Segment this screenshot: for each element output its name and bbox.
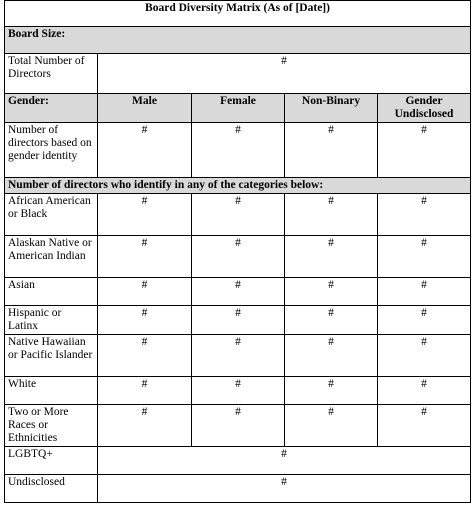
category-value-male: # [98,306,192,335]
column-header-male: Male [98,94,192,123]
category-value-female: # [192,236,285,278]
category-value-female: # [192,405,285,447]
category-value-non-binary: # [285,278,378,306]
board-size-section-label: Board Size: [5,27,471,54]
gender-header-row [5,94,471,123]
matrix-title: Board Diversity Matrix (As of [Date]) [5,1,471,27]
undisclosed-label: Undisclosed [5,475,98,503]
categories-section-row [5,178,471,194]
lgbtq-value: # [98,447,471,475]
category-row [5,405,471,447]
category-row [5,377,471,405]
category-label: Two or More Races or Ethnicities [5,405,98,447]
total-directors-label: Total Number of Directors [5,54,98,94]
category-value-male: # [98,377,192,405]
category-value-male: # [98,194,192,236]
category-label: White [5,377,98,405]
category-value-non-binary: # [285,306,378,335]
category-row [5,194,471,236]
gender-count-row [5,123,471,178]
category-label: Asian [5,278,98,306]
category-row [5,236,471,278]
gender-count-male: # [98,123,192,178]
gender-count-undisclosed: # [378,123,471,178]
board-size-section-row [5,27,471,54]
category-value-female: # [192,306,285,335]
categories-section-label: Number of directors who identify in any of the categories below: [5,178,471,194]
category-row [5,278,471,306]
category-value-female: # [192,377,285,405]
undisclosed-row [5,475,471,503]
category-value-undisclosed: # [378,194,471,236]
category-value-undisclosed: # [378,278,471,306]
category-value-male: # [98,236,192,278]
column-header-non-binary: Non-Binary [285,94,378,123]
lgbtq-row [5,447,471,475]
category-value-male: # [98,278,192,306]
board-diversity-matrix [4,0,471,503]
gender-count-female: # [192,123,285,178]
category-value-undisclosed: # [378,377,471,405]
category-label: Hispanic or Latinx [5,306,98,335]
category-value-non-binary: # [285,335,378,377]
category-label: African American or Black [5,194,98,236]
category-value-undisclosed: # [378,405,471,447]
column-header-female: Female [192,94,285,123]
gender-count-label: Number of directors based on gender identity [5,123,98,178]
gender-count-non-binary: # [285,123,378,178]
category-value-female: # [192,335,285,377]
total-directors-value: # [98,54,471,94]
category-row [5,306,471,335]
category-label: Native Hawaiian or Pacific Islander [5,335,98,377]
category-value-non-binary: # [285,194,378,236]
category-label: Alaskan Native or American Indian [5,236,98,278]
category-value-undisclosed: # [378,306,471,335]
category-value-non-binary: # [285,236,378,278]
category-value-non-binary: # [285,377,378,405]
category-row [5,335,471,377]
category-value-undisclosed: # [378,236,471,278]
gender-section-label: Gender: [5,94,98,123]
category-value-undisclosed: # [378,335,471,377]
total-directors-row [5,54,471,94]
category-value-non-binary: # [285,405,378,447]
category-value-male: # [98,405,192,447]
undisclosed-value: # [98,475,471,503]
category-value-female: # [192,194,285,236]
lgbtq-label: LGBTQ+ [5,447,98,475]
category-value-female: # [192,278,285,306]
category-value-male: # [98,335,192,377]
title-row [5,1,471,27]
column-header-gender-undisclosed: Gender Undisclosed [378,94,471,123]
